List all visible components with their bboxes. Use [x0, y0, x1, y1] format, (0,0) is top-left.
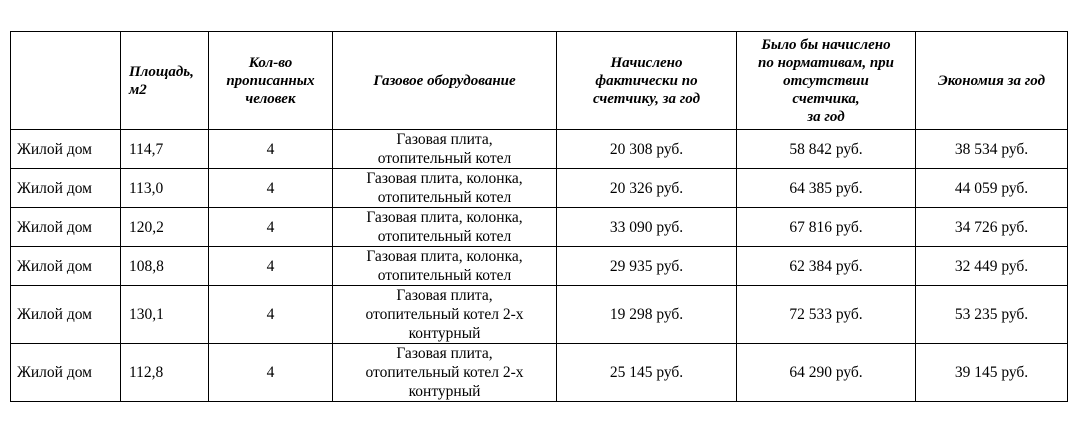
gas-savings-table	[10, 31, 1068, 402]
cell-savings: 34 726 руб.	[916, 208, 1068, 247]
header-line: человек	[245, 90, 296, 107]
header-line: отсутствии	[783, 72, 869, 89]
header-actual	[557, 32, 737, 130]
header-line: Начислено	[610, 54, 683, 71]
cell-norm: 58 842 руб.	[737, 130, 916, 169]
cell-savings: 53 235 руб.	[916, 286, 1068, 344]
equipment-line: отопительный котел	[377, 228, 512, 245]
cell-norm: 67 816 руб.	[737, 208, 916, 247]
cell-savings: 39 145 руб.	[916, 344, 1068, 402]
cell-norm: 72 533 руб.	[737, 286, 916, 344]
cell-equipment	[333, 286, 557, 344]
cell-actual: 33 090 руб.	[557, 208, 737, 247]
table-row	[11, 130, 1068, 169]
table-row	[11, 208, 1068, 247]
cell-savings: 38 534 руб.	[916, 130, 1068, 169]
equipment-line: Газовая плита, колонка,	[366, 209, 523, 226]
header-line: Кол-во	[248, 54, 293, 71]
equipment-line: отопительный котел 2-х	[365, 364, 524, 381]
cell-equipment	[333, 247, 557, 286]
cell-type: Жилой дом	[11, 130, 121, 169]
equipment-line: Газовая плита,	[396, 131, 493, 148]
cell-area: 112,8	[121, 344, 209, 402]
cell-savings: 32 449 руб.	[916, 247, 1068, 286]
cell-equipment	[333, 130, 557, 169]
cell-people: 4	[209, 247, 333, 286]
cell-equipment	[333, 344, 557, 402]
header-line: счетчику, за год	[592, 90, 701, 107]
cell-area: 120,2	[121, 208, 209, 247]
table-row	[11, 286, 1068, 344]
cell-area: 130,1	[121, 286, 209, 344]
header-line: Экономия за год	[937, 72, 1046, 89]
equipment-line: отопительный котел	[377, 267, 512, 284]
equipment-line: Газовая плита,	[396, 287, 493, 304]
cell-savings: 44 059 руб.	[916, 169, 1068, 208]
cell-area: 114,7	[121, 130, 209, 169]
equipment-line: отопительный котел 2-х	[365, 306, 524, 323]
cell-actual: 19 298 руб.	[557, 286, 737, 344]
cell-area: 108,8	[121, 247, 209, 286]
cell-area: 113,0	[121, 169, 209, 208]
cell-type: Жилой дом	[11, 344, 121, 402]
table-row	[11, 344, 1068, 402]
equipment-line: отопительный котел	[377, 150, 512, 167]
table-row	[11, 169, 1068, 208]
cell-actual: 20 308 руб.	[557, 130, 737, 169]
cell-type: Жилой дом	[11, 169, 121, 208]
header-row	[11, 32, 1068, 130]
cell-people: 4	[209, 286, 333, 344]
table-row	[11, 247, 1068, 286]
cell-equipment	[333, 169, 557, 208]
cell-people: 4	[209, 169, 333, 208]
equipment-line: Газовая плита, колонка,	[366, 170, 523, 187]
equipment-line: контурный	[408, 383, 481, 400]
header-line: прописанных	[226, 72, 315, 89]
equipment-line: Газовая плита,	[396, 345, 493, 362]
header-line: Было бы начислено	[761, 36, 891, 53]
header-line: за год	[807, 108, 845, 125]
header-people	[209, 32, 333, 130]
cell-type: Жилой дом	[11, 286, 121, 344]
cell-people: 4	[209, 344, 333, 402]
header-savings	[916, 32, 1068, 130]
cell-actual: 20 326 руб.	[557, 169, 737, 208]
cell-type: Жилой дом	[11, 247, 121, 286]
cell-type: Жилой дом	[11, 208, 121, 247]
header-line: фактически по	[595, 72, 698, 89]
cell-equipment	[333, 208, 557, 247]
header-equipment	[333, 32, 557, 130]
header-line: счетчика,	[792, 90, 860, 107]
cell-people: 4	[209, 208, 333, 247]
cell-norm: 62 384 руб.	[737, 247, 916, 286]
cell-norm: 64 385 руб.	[737, 169, 916, 208]
equipment-line: контурный	[408, 325, 481, 342]
header-line: м2	[129, 81, 147, 98]
header-line: Газовое оборудование	[373, 72, 516, 89]
header-area	[121, 32, 209, 130]
equipment-line: Газовая плита, колонка,	[366, 248, 523, 265]
cell-actual: 29 935 руб.	[557, 247, 737, 286]
header-norm	[737, 32, 916, 130]
equipment-line: отопительный котел	[377, 189, 512, 206]
header-empty	[11, 32, 121, 130]
cell-actual: 25 145 руб.	[557, 344, 737, 402]
header-line: Площадь,	[129, 63, 194, 80]
cell-people: 4	[209, 130, 333, 169]
cell-norm: 64 290 руб.	[737, 344, 916, 402]
header-line: по нормативам, при	[757, 54, 895, 71]
